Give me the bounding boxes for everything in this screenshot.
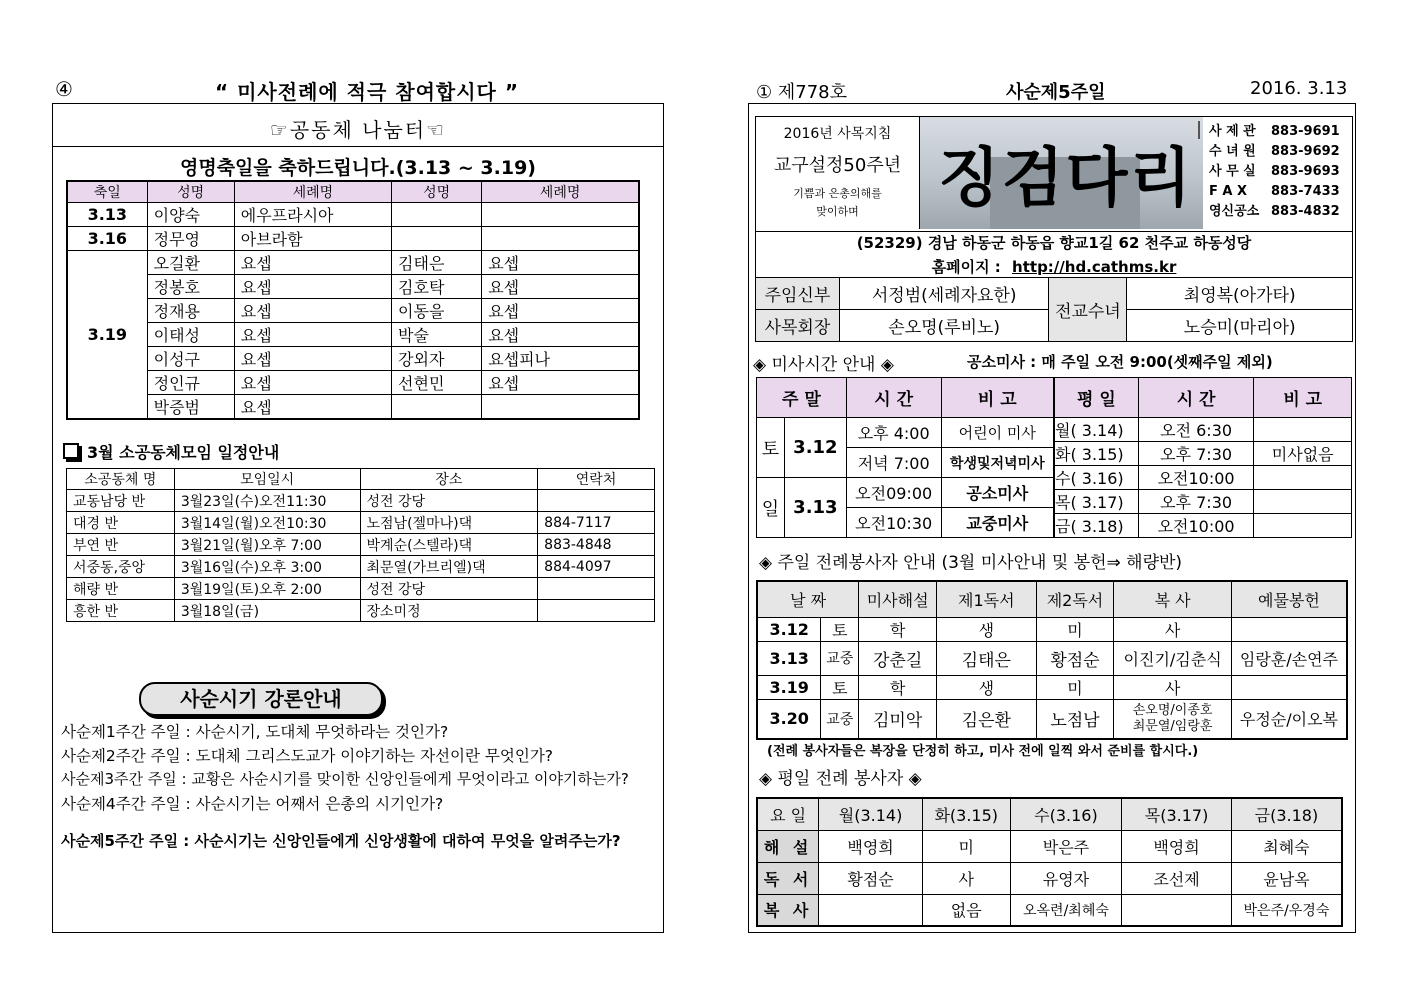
member-name: 강외자 bbox=[392, 347, 482, 371]
server-cell: 백영희 bbox=[1122, 830, 1232, 862]
mass-time: 오후 7:30 bbox=[1138, 442, 1254, 466]
svc-reading2: 미 bbox=[1036, 617, 1114, 641]
issue-number: ① 제778호 bbox=[756, 82, 847, 103]
mass-note bbox=[1254, 490, 1352, 514]
birthday-table bbox=[66, 180, 640, 420]
table-row bbox=[757, 418, 1054, 448]
col-header: 예물봉헌 bbox=[1231, 581, 1347, 617]
server-cell bbox=[1122, 894, 1232, 926]
group-name: 서중동,중앙 bbox=[67, 556, 175, 578]
member-name: 이양숙 bbox=[147, 203, 234, 227]
lecture-line: 사순제3주간 주일 : 교황은 사순시기를 맞이한 신앙인들에게 무엇이라고 이야기하는가? bbox=[61, 770, 629, 788]
member-name: 정봉호 bbox=[147, 275, 234, 299]
table-row bbox=[67, 395, 639, 420]
sister-name: 최영복(아가타) bbox=[1127, 278, 1353, 310]
address-box bbox=[755, 229, 1353, 278]
phone-label: 영신공소 bbox=[1209, 204, 1260, 219]
mass-title: ◈ 미사시간 안내 ◈ bbox=[753, 355, 894, 375]
col-header: 제1독서 bbox=[937, 581, 1037, 617]
group-name: 교동남당 반 bbox=[67, 490, 175, 512]
table-row bbox=[757, 641, 1347, 675]
col-header: 세례명 bbox=[482, 181, 639, 203]
lecture-line-bold: 사순제5주간 주일 : 사순시기는 신앙인들에게 신앙생활에 대하여 무엇을 알려주는가? bbox=[61, 832, 621, 850]
member-name: 김태은 bbox=[392, 251, 482, 275]
svc-server bbox=[1114, 699, 1232, 739]
table-row bbox=[1055, 442, 1352, 466]
mass-time: 오전10:00 bbox=[1138, 466, 1254, 490]
member-name: 이동을 bbox=[392, 299, 482, 323]
col-header: 날 짜 bbox=[757, 581, 859, 617]
weekday-servers-table bbox=[756, 797, 1343, 927]
svc-date: 3.19 bbox=[757, 675, 821, 699]
baptismal-name: 요셉 bbox=[234, 371, 391, 395]
member-name bbox=[392, 227, 482, 251]
mass-time: 오전10:30 bbox=[846, 508, 941, 538]
meeting-place: 박계순(스텔라)댁 bbox=[360, 534, 538, 556]
meeting-time: 3월14일(월)오전10:30 bbox=[174, 512, 360, 534]
member-name: 이성구 bbox=[147, 347, 234, 371]
mass-day: 토 bbox=[757, 418, 785, 478]
phone-list bbox=[1209, 122, 1351, 222]
mass-day: 일 bbox=[757, 478, 785, 538]
mass-time: 오후 7:30 bbox=[1138, 490, 1254, 514]
col-header: 주 말 bbox=[757, 378, 847, 418]
baptismal-name: 요셉 bbox=[234, 275, 391, 299]
col-header: 제2독서 bbox=[1036, 581, 1114, 617]
svc-commentary: 학 bbox=[859, 675, 937, 699]
weekday-mass-table bbox=[1054, 377, 1352, 538]
council-name: 손오명(루비노) bbox=[839, 310, 1049, 342]
table-row bbox=[67, 347, 639, 371]
col-header: 연락처 bbox=[538, 469, 655, 490]
feast-date: 3.16 bbox=[67, 227, 147, 251]
svc-server: 이진기/김춘식 bbox=[1114, 641, 1232, 675]
member-name: 선현민 bbox=[392, 371, 482, 395]
phone-number: 883-9693 bbox=[1271, 164, 1340, 179]
sharing-title: ☞공동체 나눔터☜ bbox=[269, 118, 447, 142]
meeting-header-row bbox=[67, 469, 655, 490]
server-cell bbox=[819, 894, 923, 926]
motto-year: 2016년 사목지침 bbox=[783, 126, 892, 142]
sunday-servers-title: ◈ 주일 전례봉사자 안내 (3월 미사안내 및 봉헌⇒ 해량반) bbox=[759, 553, 1183, 573]
svc-date: 3.20 bbox=[757, 699, 821, 739]
lecture-line: 사순제2주간 주일 : 도대체 그리스도교가 이야기하는 자선이란 무엇인가? bbox=[61, 747, 554, 765]
right-page bbox=[748, 103, 1356, 933]
group-name: 부연 반 bbox=[67, 534, 175, 556]
sunday-servers-table bbox=[756, 580, 1348, 740]
svc-type: 토 bbox=[821, 675, 859, 699]
header-row bbox=[757, 798, 1342, 830]
logo-text: 징검다리 bbox=[938, 141, 1194, 216]
week-title: 사순제5주일 bbox=[1006, 82, 1106, 103]
lecture-line: 사순제4주간 주일 : 사순시기는 어째서 은총의 시기인가? bbox=[61, 795, 444, 813]
contact: 884-4097 bbox=[538, 556, 655, 578]
weekday: 화( 3.15) bbox=[1055, 442, 1139, 466]
phone-number: 883-9691 bbox=[1271, 124, 1340, 139]
table-row bbox=[67, 203, 639, 227]
baptismal-name: 요셉 bbox=[482, 323, 639, 347]
phone-label: 사 무 실 bbox=[1209, 164, 1256, 179]
col-header: 세례명 bbox=[234, 181, 391, 203]
member-name: 이태성 bbox=[147, 323, 234, 347]
phone-row bbox=[1209, 162, 1351, 182]
svc-commentary: 김미악 bbox=[859, 699, 937, 739]
church-image bbox=[920, 117, 1203, 229]
svc-server: 사 bbox=[1114, 675, 1232, 699]
server-cell: 사 bbox=[922, 862, 1010, 894]
baptismal-name: 에우프라시아 bbox=[234, 203, 391, 227]
mass-time: 오전10:00 bbox=[1138, 514, 1254, 538]
table-row bbox=[757, 699, 1347, 739]
mass-time: 오전 6:30 bbox=[1138, 418, 1254, 442]
svc-type: 토 bbox=[821, 617, 859, 641]
contact bbox=[538, 490, 655, 512]
col-header: 축일 bbox=[67, 181, 147, 203]
svc-commentary: 강춘길 bbox=[859, 641, 937, 675]
meeting-time: 3월19일(토)오후 2:00 bbox=[174, 578, 360, 600]
table-row bbox=[67, 275, 639, 299]
sister-label: 전교수녀 bbox=[1049, 278, 1127, 342]
motto-sub: 기쁨과 은총의해를 bbox=[793, 187, 882, 200]
member-name: 정재용 bbox=[147, 299, 234, 323]
contact bbox=[538, 578, 655, 600]
table-row bbox=[67, 371, 639, 395]
issue-date: 2016. 3.13 bbox=[1250, 78, 1348, 99]
server-cell: 오옥련/최혜숙 bbox=[1010, 894, 1122, 926]
member-name bbox=[392, 395, 482, 420]
table-row bbox=[67, 323, 639, 347]
header-row bbox=[757, 378, 1054, 418]
role-label: 복 사 bbox=[757, 894, 819, 926]
server-cell: 조선제 bbox=[1122, 862, 1232, 894]
role-label: 해 설 bbox=[757, 830, 819, 862]
col-header: 수(3.16) bbox=[1010, 798, 1122, 830]
lecture-line: 사순제1주간 주일 : 사순시기, 도대체 무엇하라는 것인가? bbox=[61, 723, 449, 741]
col-header: 미사해설 bbox=[859, 581, 937, 617]
phone-row bbox=[1209, 202, 1351, 222]
meeting-place: 최문열(가브리엘)댁 bbox=[360, 556, 538, 578]
svc-type: 교중 bbox=[821, 699, 859, 739]
col-header: 모임일시 bbox=[174, 469, 360, 490]
col-header: 월(3.14) bbox=[819, 798, 923, 830]
table-row bbox=[67, 512, 655, 534]
square-bullet-icon bbox=[63, 443, 79, 459]
meeting-place: 장소미정 bbox=[360, 600, 538, 622]
mass-date: 3.12 bbox=[784, 418, 846, 478]
header-row bbox=[1055, 378, 1352, 418]
svc-reading1: 생 bbox=[937, 675, 1037, 699]
baptismal-name: 요셉 bbox=[482, 299, 639, 323]
table-row bbox=[1055, 418, 1352, 442]
server-pair: 최문열/임랑훈 bbox=[1132, 718, 1213, 734]
baptismal-name: 요셉 bbox=[234, 347, 391, 371]
table-row bbox=[67, 299, 639, 323]
table-row bbox=[67, 600, 655, 622]
phone-label: 수 녀 원 bbox=[1209, 144, 1256, 159]
server-cell: 박은주/우경숙 bbox=[1231, 894, 1342, 926]
sharing-divider bbox=[53, 146, 663, 147]
meeting-place: 노점남(젤마나)댁 bbox=[360, 512, 538, 534]
feast-date: 3.19 bbox=[67, 251, 147, 420]
col-header: 소공동체 명 bbox=[67, 469, 175, 490]
table-row bbox=[756, 278, 1353, 310]
meeting-time: 3월16일(수)오후 3:00 bbox=[174, 556, 360, 578]
baptismal-name: 요셉 bbox=[482, 251, 639, 275]
contact: 884-7117 bbox=[538, 512, 655, 534]
contact: 883-4848 bbox=[538, 534, 655, 556]
svc-type: 교중 bbox=[821, 641, 859, 675]
meeting-time: 3월21일(월)오후 7:00 bbox=[174, 534, 360, 556]
svc-server: 사 bbox=[1114, 617, 1232, 641]
phone-row bbox=[1209, 142, 1351, 162]
server-cell: 황점순 bbox=[819, 862, 923, 894]
phone-number: 883-4832 bbox=[1271, 204, 1340, 219]
server-pair: 손오명/이종호 bbox=[1132, 702, 1213, 718]
role-label: 독 서 bbox=[757, 862, 819, 894]
member-name: 정무영 bbox=[147, 227, 234, 251]
mass-note bbox=[1254, 418, 1352, 442]
table-row bbox=[67, 490, 655, 512]
member-name: 박증범 bbox=[147, 395, 234, 420]
col-header: 복 사 bbox=[1114, 581, 1232, 617]
mass-time: 저녁 7:00 bbox=[846, 448, 941, 478]
svc-offering: 우정순/이오복 bbox=[1231, 699, 1347, 739]
col-header: 시 간 bbox=[846, 378, 941, 418]
mass-note bbox=[1254, 466, 1352, 490]
feast-date: 3.13 bbox=[67, 203, 147, 227]
baptismal-name: 요셉 bbox=[234, 251, 391, 275]
motto-main: 교구설정50주년 bbox=[773, 155, 902, 176]
col-header: 성명 bbox=[392, 181, 482, 203]
table-row bbox=[757, 894, 1342, 926]
phone-label: 사 제 관 bbox=[1209, 124, 1256, 139]
homepage-link[interactable]: http://hd.cathms.kr bbox=[1012, 258, 1177, 276]
table-row bbox=[67, 534, 655, 556]
weekend-mass-table bbox=[756, 377, 1054, 538]
col-header: 장소 bbox=[360, 469, 538, 490]
table-row bbox=[67, 227, 639, 251]
mass-time: 오전09:00 bbox=[846, 478, 941, 508]
weekday: 금( 3.18) bbox=[1055, 514, 1139, 538]
header-row bbox=[757, 581, 1347, 617]
mass-date: 3.13 bbox=[784, 478, 846, 538]
server-cell: 유영자 bbox=[1010, 862, 1122, 894]
baptismal-name: 요셉 bbox=[234, 323, 391, 347]
table-row bbox=[67, 251, 639, 275]
phone-row bbox=[1209, 182, 1351, 202]
sister-name: 노승미(마리아) bbox=[1127, 310, 1353, 342]
svc-date: 3.13 bbox=[757, 641, 821, 675]
member-name: 정인규 bbox=[147, 371, 234, 395]
col-header: 화(3.15) bbox=[922, 798, 1010, 830]
svc-reading1: 김태은 bbox=[937, 641, 1037, 675]
mission-note: 공소미사 : 매 주일 오전 9:00(셋째주일 제외) bbox=[967, 353, 1273, 371]
baptismal-name: 요셉 bbox=[482, 371, 639, 395]
baptismal-name: 요셉 bbox=[482, 275, 639, 299]
col-header: 성명 bbox=[147, 181, 234, 203]
svc-reading2: 미 bbox=[1036, 675, 1114, 699]
phone-number: 883-7433 bbox=[1271, 184, 1340, 199]
col-header: 금(3.18) bbox=[1231, 798, 1342, 830]
meeting-time: 3월18일(금) bbox=[174, 600, 360, 622]
group-name: 흥한 반 bbox=[67, 600, 175, 622]
homepage bbox=[756, 256, 1352, 277]
table-row bbox=[757, 830, 1342, 862]
birthday-header-row bbox=[67, 181, 639, 203]
contact bbox=[538, 600, 655, 622]
server-cell: 백영희 bbox=[819, 830, 923, 862]
birthday-title: 영명축일을 축하드립니다.(3.13 ~ 3.19) bbox=[179, 157, 536, 179]
baptismal-name: 요셉피나 bbox=[482, 347, 639, 371]
left-banner: “ 미사전례에 적극 참여합시다 ” bbox=[215, 80, 519, 104]
mass-note: 학생및저녁미사 bbox=[941, 448, 1053, 478]
baptismal-name: 요셉 bbox=[234, 299, 391, 323]
svc-offering bbox=[1231, 617, 1347, 641]
col-header: 목(3.17) bbox=[1122, 798, 1232, 830]
member-name: 오길환 bbox=[147, 251, 234, 275]
svc-date: 3.12 bbox=[757, 617, 821, 641]
col-header: 평 일 bbox=[1055, 378, 1139, 418]
server-cell: 최혜숙 bbox=[1231, 830, 1342, 862]
member-name bbox=[392, 203, 482, 227]
meeting-title bbox=[63, 440, 279, 463]
staff-table bbox=[755, 277, 1353, 342]
meeting-time: 3월23일(수)오전11:30 bbox=[174, 490, 360, 512]
table-row bbox=[757, 675, 1347, 699]
col-header: 비 고 bbox=[941, 378, 1053, 418]
server-cell: 미 bbox=[922, 830, 1010, 862]
member-name: 김호탁 bbox=[392, 275, 482, 299]
weekday-servers-title: ◈ 평일 전례 봉사자 ◈ bbox=[759, 769, 922, 789]
baptismal-name: 아브라함 bbox=[234, 227, 391, 251]
baptismal-name bbox=[482, 227, 639, 251]
member-name: 박술 bbox=[392, 323, 482, 347]
server-cell: 윤남옥 bbox=[1231, 862, 1342, 894]
server-cell: 박은주 bbox=[1010, 830, 1122, 862]
mass-note: 미사없음 bbox=[1254, 442, 1352, 466]
weekday: 수( 3.16) bbox=[1055, 466, 1139, 490]
table-row bbox=[757, 862, 1342, 894]
phone-row bbox=[1209, 122, 1351, 142]
meeting-place: 성전 강당 bbox=[360, 578, 538, 600]
svc-reading1: 김은환 bbox=[937, 699, 1037, 739]
sunday-note: (전례 봉사자들은 복장을 단정히 하고, 미사 전에 일찍 와서 준비를 합시다.) bbox=[767, 744, 1199, 759]
svc-offering bbox=[1231, 675, 1347, 699]
table-row bbox=[1055, 466, 1352, 490]
weekday: 목( 3.17) bbox=[1055, 490, 1139, 514]
table-row bbox=[757, 478, 1054, 508]
baptismal-name: 요셉 bbox=[234, 395, 391, 420]
table-row bbox=[67, 578, 655, 600]
svc-reading2: 노점남 bbox=[1036, 699, 1114, 739]
motto-box bbox=[756, 117, 920, 229]
address: (52329) 경남 하동군 하동읍 향교1길 62 천주교 하동성당 bbox=[856, 234, 1252, 252]
mass-time: 오후 4:00 bbox=[846, 418, 941, 448]
table-row bbox=[757, 617, 1347, 641]
col-header: 시 간 bbox=[1138, 378, 1254, 418]
table-row bbox=[1055, 514, 1352, 538]
mass-note: 공소미사 bbox=[941, 478, 1053, 508]
col-header: 요 일 bbox=[757, 798, 819, 830]
table-row bbox=[67, 556, 655, 578]
homepage-label: 홈페이지 : bbox=[931, 258, 1001, 276]
svc-commentary: 학 bbox=[859, 617, 937, 641]
weekday: 월( 3.14) bbox=[1055, 418, 1139, 442]
council-label: 사목회장 bbox=[756, 310, 840, 342]
svc-reading2: 황점순 bbox=[1036, 641, 1114, 675]
baptismal-name bbox=[482, 395, 639, 420]
left-page-number: ④ bbox=[55, 77, 73, 101]
meeting-title-text: 3월 소공동체모임 일정안내 bbox=[87, 443, 280, 462]
group-name: 해량 반 bbox=[67, 578, 175, 600]
server-cell: 없음 bbox=[922, 894, 1010, 926]
group-name: 대경 반 bbox=[67, 512, 175, 534]
phone-number: 883-9692 bbox=[1271, 144, 1340, 159]
motto-sub: 맞이하며 bbox=[816, 205, 859, 218]
mass-note: 어린이 미사 bbox=[941, 418, 1053, 448]
mass-note bbox=[1254, 514, 1352, 538]
meeting-place: 성전 강당 bbox=[360, 490, 538, 512]
pastor-name: 서정범(세례자요한) bbox=[839, 278, 1049, 310]
svc-reading1: 생 bbox=[937, 617, 1037, 641]
meeting-table bbox=[66, 468, 655, 622]
mass-note: 교중미사 bbox=[941, 508, 1053, 538]
col-header: 비 고 bbox=[1254, 378, 1352, 418]
svc-offering: 임랑훈/손연주 bbox=[1231, 641, 1347, 675]
baptismal-name bbox=[482, 203, 639, 227]
pastor-label: 주임신부 bbox=[756, 278, 840, 310]
left-page bbox=[52, 103, 664, 933]
table-row bbox=[1055, 490, 1352, 514]
lecture-title: 사순시기 강론안내 bbox=[139, 682, 383, 716]
phone-label: F A X bbox=[1209, 184, 1248, 199]
cross-icon bbox=[1198, 121, 1200, 139]
